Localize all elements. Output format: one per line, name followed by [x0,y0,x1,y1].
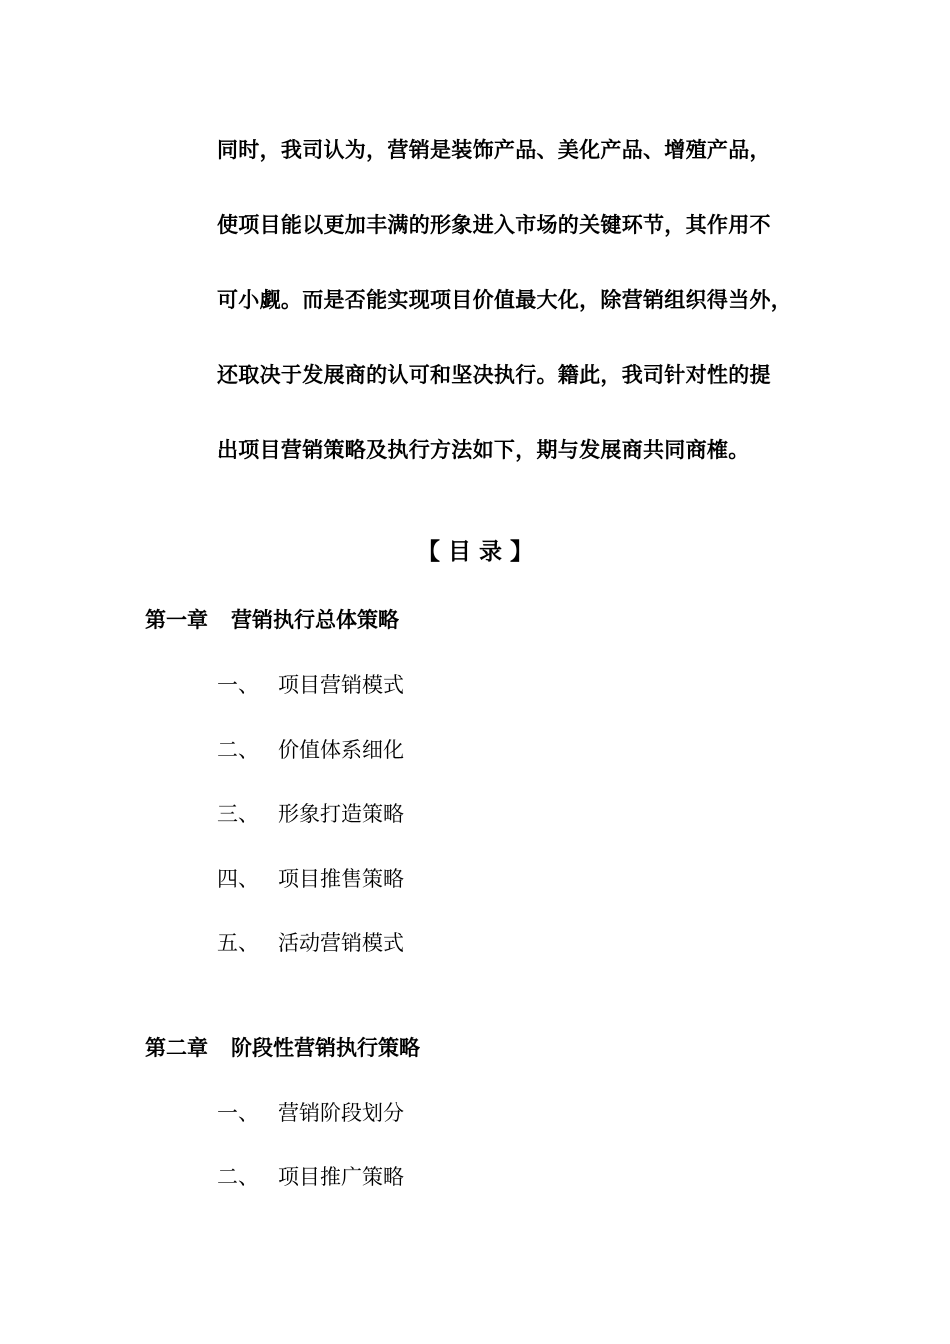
intro-line: 使项目能以更加丰满的形象进入市场的关键环节，其作用不 [217,212,771,237]
toc-item[interactable] [217,859,404,899]
item-number: 一、 [217,1101,259,1125]
item-number: 四、 [217,867,259,891]
item-title: 价值体系细化 [278,738,404,762]
toc-item[interactable] [217,1157,404,1197]
item-number: 二、 [217,738,259,762]
item-title: 项目推广策略 [278,1165,404,1189]
toc-chapter-1[interactable] [145,600,399,640]
item-title: 形象打造策略 [278,802,404,826]
toc-item[interactable] [217,923,404,963]
intro-line: 同时，我司认为，营销是装饰产品、美化产品、增殖产品， [217,137,771,162]
item-title: 项目营销模式 [278,673,404,697]
toc-title: 【 目 录 】 [416,538,534,565]
toc-item[interactable] [217,1093,404,1133]
item-number: 三、 [217,802,259,826]
toc-item[interactable] [217,665,404,705]
chapter-number: 第一章 [145,607,208,632]
toc-item[interactable] [217,730,404,770]
chapter-title: 营销执行总体策略 [231,607,399,632]
item-number: 一、 [217,673,259,697]
item-number: 二、 [217,1165,259,1189]
toc-item[interactable] [217,794,404,834]
intro-paragraph [217,128,817,503]
intro-line: 出项目营销策略及执行方法如下，期与发展商共同商榷。 [217,437,750,462]
item-title: 活动营销模式 [278,931,404,955]
item-title: 营销阶段划分 [278,1101,404,1125]
intro-line: 还取决于发展商的认可和坚决执行。籍此，我司针对性的提 [217,362,771,387]
item-number: 五、 [217,931,259,955]
intro-line: 可小觑。而是否能实现项目价值最大化，除营销组织得当外， [217,287,793,312]
chapter-number: 第二章 [145,1035,208,1060]
chapter-title: 阶段性营销执行策略 [231,1035,420,1060]
item-title: 项目推售策略 [278,867,404,891]
toc-chapter-2[interactable] [145,1028,420,1068]
